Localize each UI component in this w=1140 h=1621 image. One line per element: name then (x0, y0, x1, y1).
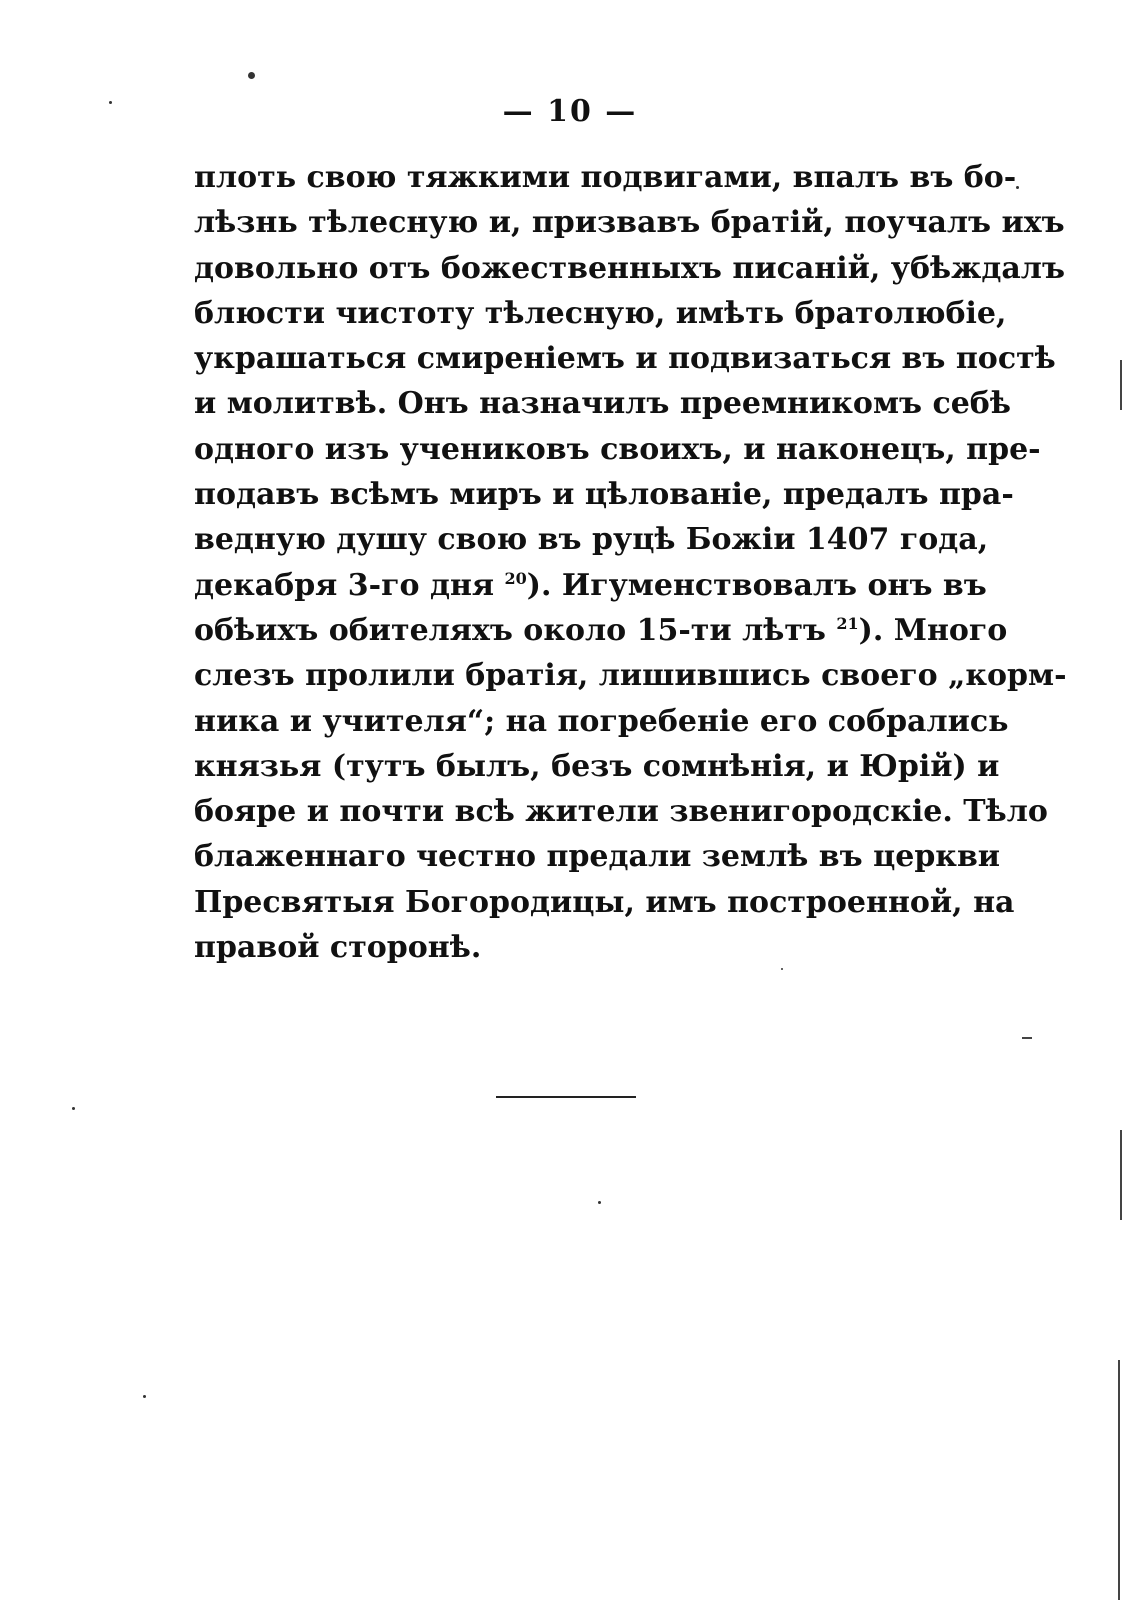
scan-edge-mark (1022, 1037, 1032, 1039)
text-line: блаженнаго честно предали землѣ въ церкви (194, 839, 1001, 875)
scan-speck (598, 1201, 601, 1204)
line-part: декабря 3-го дня (194, 567, 495, 603)
scan-speck (248, 72, 255, 79)
line-part: обѣихъ обителяхъ около 15-ти лѣтъ (194, 612, 826, 648)
text-line: блюсти чистоту тѣлесную, имѣть братолюбіе, (194, 295, 1007, 331)
text-line: и молитвѣ. Онъ назначилъ преемникомъ себѣ (194, 386, 1011, 422)
text-line: бояре и почти всѣ жители звенигородскіе. Тѣло (194, 794, 1048, 830)
text-line: довольно отъ божественныхъ писаній, убѣждалъ (194, 250, 1065, 286)
text-line-with-footnote (194, 563, 987, 608)
scan-speck (109, 101, 112, 104)
text-line: одного изъ учениковъ своихъ, и наконецъ, пре- (194, 431, 1041, 467)
scan-speck (781, 968, 783, 970)
text-line: князья (тутъ былъ, безъ сомнѣнія, и Юрій) и (194, 748, 1000, 784)
text-line: слезъ пролили братія, лишившись своего „корм- (194, 658, 1067, 694)
scan-speck (72, 1107, 75, 1110)
text-line: плоть свою тяжкими подвигами, впалъ въ бо- (194, 160, 1017, 195)
body-text (194, 155, 1067, 970)
text-line-with-footnote (194, 608, 1008, 653)
scan-speck (1016, 186, 1019, 189)
text-line: лѣзнь тѣлесную и, призвавъ братій, поучалъ ихъ (194, 205, 1065, 241)
text-line: подавъ всѣмъ миръ и цѣлованіе, предалъ пра- (194, 477, 1014, 513)
line-part: ). Много (858, 612, 1008, 648)
text-line: ведную душу свою въ руцѣ Божіи 1407 года, (194, 522, 989, 558)
section-divider (496, 1096, 636, 1098)
page-number: — 10 — (502, 94, 638, 129)
text-line: ника и учителя“; на погребеніе его собрались (194, 703, 1009, 739)
scan-edge-mark (1120, 1130, 1122, 1220)
text-line-last: правой сторонѣ. (194, 930, 482, 966)
text-line: украшаться смиреніемъ и подвизаться въ постѣ (194, 341, 1056, 377)
text-line: Пресвятыя Богородицы, имъ построенной, на (194, 884, 1015, 920)
scan-edge-mark (1120, 360, 1122, 410)
scan-speck (143, 1395, 146, 1398)
footnote-ref[interactable]: 20 (504, 568, 527, 588)
footnote-ref[interactable]: 21 (836, 613, 859, 633)
scan-edge-mark (1118, 1360, 1120, 1600)
line-part: ). Игуменствовалъ онъ въ (526, 567, 987, 603)
